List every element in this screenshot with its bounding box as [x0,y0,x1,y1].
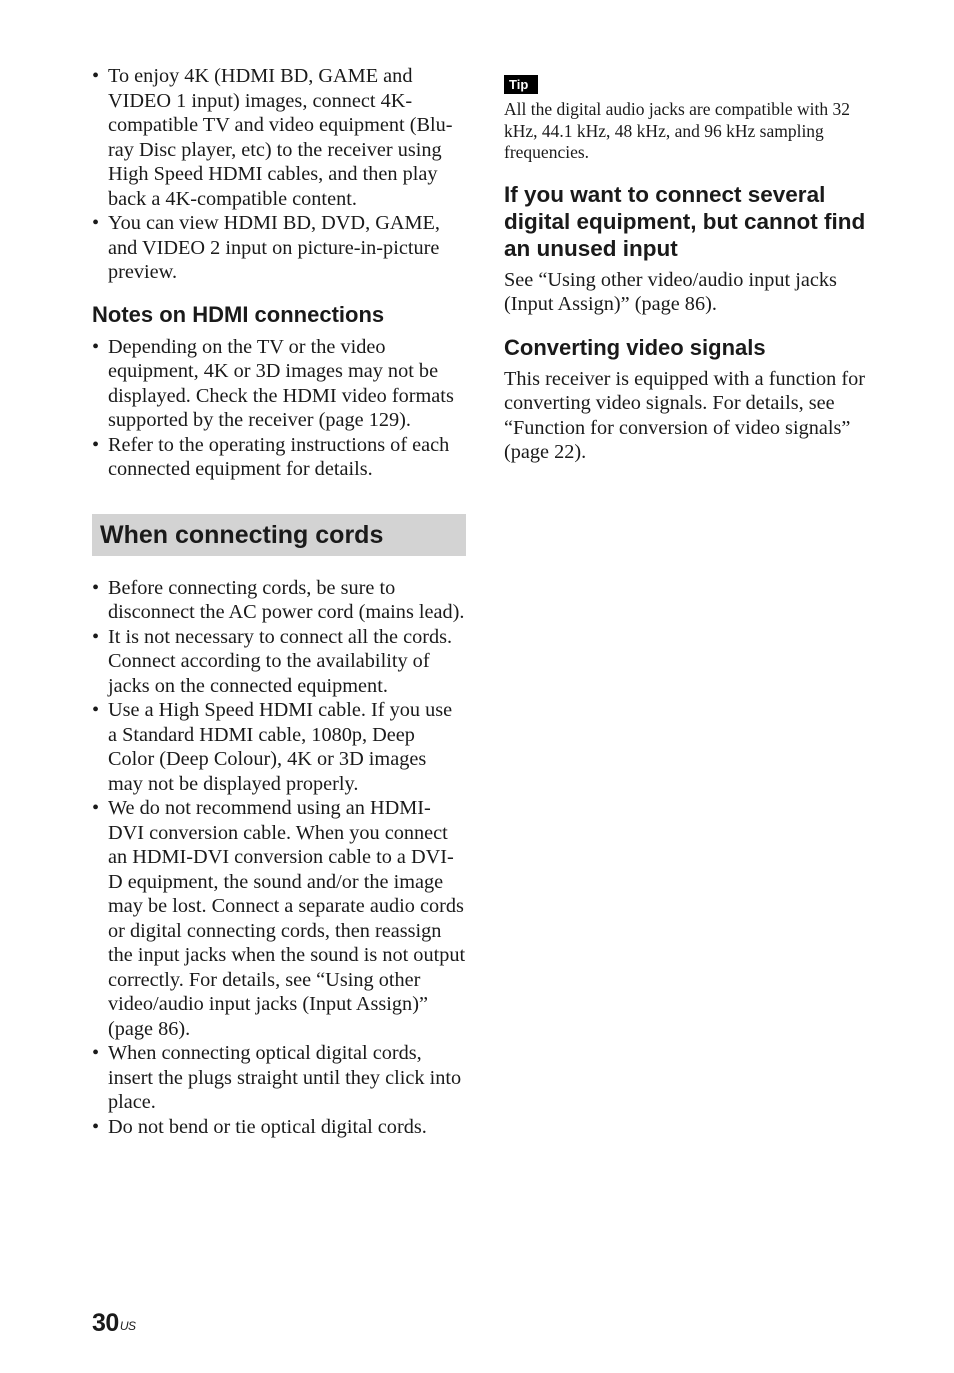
cords-bullet-item: • Before connecting cords, be sure to disconnect the AC power cord (mains lead). [92,576,466,625]
section-title: When connecting cords [100,520,384,549]
left-column [92,64,466,1139]
tip-text: All the digital audio jacks are compatible with 32 kHz, 44.1 kHz, 48 kHz, and 96 kHz sampling frequencies. [504,99,851,162]
cords-bullet-item: • Use a High Speed HDMI cable. If you use a Standard HDMI cable, 1080p, Deep Color (Deep Colour), 4K or 3D images may not be displayed properly. [92,698,466,796]
cords-bullet-list [92,576,466,1140]
cords-bullet-item: • When connecting optical digital cords, insert the plugs straight until they click into place. [92,1041,466,1115]
right-column [504,75,882,465]
page-number [92,1308,135,1338]
several-equipment-text: See “Using other video/audio input jacks (Input Assign)” (page 86). [504,268,837,315]
cords-bullet-item: • It is not necessary to connect all the cords. Connect according to the availability of jacks on the connected equipment. [92,625,466,699]
converting-heading: Converting video signals [504,334,766,360]
section-header-bar [92,514,466,556]
cords-bullet-item: • Do not bend or tie optical digital cords. [92,1115,466,1140]
page-number-suffix: US [119,1319,136,1333]
intro-bullet-list [92,64,466,285]
cords-bullet-item: • We do not recommend using an HDMI-DVI conversion cable. When you connect an HDMI-DVI conversion cable to a DVI-D equipment, the sound and/or the image may be lost. Connect a separate audio cords or digital connecting cords, then reassign the input jacks when the sound is not output correctly. For details, see “Using other video/audio input jacks (Input Assign)” (page 86). [92,796,466,1041]
notes-bullet-item: • Refer to the operating instructions of each connected equipment for details. [92,433,466,482]
notes-bullet-item: • Depending on the TV or the video equipment, 4K or 3D images may not be displayed. Check the HDMI video formats supported by the receiver (page 129). [92,335,466,433]
notes-heading: Notes on HDMI connections [92,301,385,327]
intro-bullet-item: • To enjoy 4K (HDMI BD, GAME and VIDEO 1 input) images, connect 4K-compatible TV and video equipment (Blu-ray Disc player, etc) to the receiver using High Speed HDMI cables, and then play back a 4K-compatible content. [92,64,466,211]
page-number-value: 30 [92,1309,119,1337]
intro-bullet-item: • You can view HDMI BD, DVD, GAME, and VIDEO 2 input on picture-in-picture preview. [92,211,466,285]
converting-text: This receiver is equipped with a function for converting video signals. For details, see “Function for conversion of video signals” (page 22). [504,367,866,463]
notes-bullet-list [92,335,466,482]
tip-badge: Tip [504,75,538,94]
several-equipment-heading: If you want to connect several digital equipment, but cannot find an unused input [504,181,866,261]
